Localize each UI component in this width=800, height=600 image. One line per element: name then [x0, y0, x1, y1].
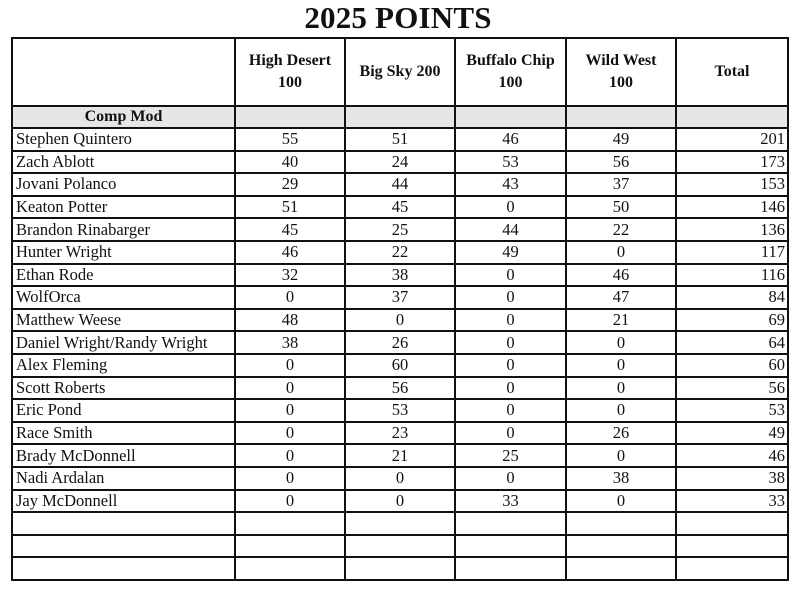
buffalo-chip-points-cell: 53 [455, 151, 566, 174]
header-high-desert [235, 38, 345, 106]
wild-west-points-cell: 21 [566, 309, 676, 332]
driver-name-cell: Scott Roberts [12, 377, 235, 400]
buffalo-chip-points-cell: 0 [455, 377, 566, 400]
total-points-cell: 173 [676, 151, 788, 174]
high-desert-points-cell: 32 [235, 264, 345, 287]
buffalo-chip-points-cell: 0 [455, 286, 566, 309]
wild-west-points-cell: 38 [566, 467, 676, 490]
group-cell [566, 106, 676, 128]
driver-name-cell: Zach Ablott [12, 151, 235, 174]
empty-cell [345, 557, 455, 580]
buffalo-chip-points-cell: 0 [455, 331, 566, 354]
buffalo-chip-points-cell: 46 [455, 128, 566, 151]
table-row [12, 309, 788, 332]
high-desert-points-cell: 51 [235, 196, 345, 219]
empty-cell [235, 535, 345, 558]
header-high-desert-points: 100 [278, 74, 302, 91]
high-desert-points-cell: 0 [235, 286, 345, 309]
driver-name-cell: Jay McDonnell [12, 490, 235, 513]
empty-cell [676, 535, 788, 558]
driver-name-cell: WolfOrca [12, 286, 235, 309]
wild-west-points-cell: 50 [566, 196, 676, 219]
high-desert-points-cell: 40 [235, 151, 345, 174]
empty-cell [566, 557, 676, 580]
header-big-sky [345, 38, 455, 106]
driver-name-cell: Hunter Wright [12, 241, 235, 264]
high-desert-points-cell: 0 [235, 422, 345, 445]
table-row [12, 173, 788, 196]
header-total: Total [676, 38, 788, 106]
wild-west-points-cell: 47 [566, 286, 676, 309]
buffalo-chip-points-cell: 0 [455, 264, 566, 287]
big-sky-points-cell: 60 [345, 354, 455, 377]
group-cell [235, 106, 345, 128]
header-row [12, 38, 788, 106]
empty-cell [345, 512, 455, 535]
driver-name-cell: Jovani Polanco [12, 173, 235, 196]
table-row [12, 490, 788, 513]
big-sky-points-cell: 24 [345, 151, 455, 174]
driver-name-cell: Nadi Ardalan [12, 467, 235, 490]
big-sky-points-cell: 56 [345, 377, 455, 400]
high-desert-points-cell: 46 [235, 241, 345, 264]
total-points-cell: 136 [676, 218, 788, 241]
total-points-cell: 69 [676, 309, 788, 332]
total-points-cell: 84 [676, 286, 788, 309]
driver-name-cell: Alex Fleming [12, 354, 235, 377]
big-sky-points-cell: 0 [345, 309, 455, 332]
high-desert-points-cell: 48 [235, 309, 345, 332]
driver-name-cell: Eric Pond [12, 399, 235, 422]
total-points-cell: 64 [676, 331, 788, 354]
high-desert-points-cell: 0 [235, 354, 345, 377]
group-cell [676, 106, 788, 128]
buffalo-chip-points-cell: 0 [455, 467, 566, 490]
header-high-desert-label: High Desert [248, 52, 332, 69]
high-desert-points-cell: 38 [235, 331, 345, 354]
wild-west-points-cell: 0 [566, 354, 676, 377]
buffalo-chip-points-cell: 25 [455, 444, 566, 467]
driver-name-cell: Brandon Rinabarger [12, 218, 235, 241]
header-wild-west-label: Wild West [585, 52, 657, 69]
empty-cell [455, 557, 566, 580]
total-points-cell: 117 [676, 241, 788, 264]
table-row [12, 218, 788, 241]
wild-west-points-cell: 0 [566, 490, 676, 513]
total-points-cell: 146 [676, 196, 788, 219]
buffalo-chip-points-cell: 0 [455, 354, 566, 377]
high-desert-points-cell: 0 [235, 490, 345, 513]
table-row [12, 196, 788, 219]
wild-west-points-cell: 0 [566, 377, 676, 400]
table-row [12, 377, 788, 400]
wild-west-points-cell: 0 [566, 331, 676, 354]
total-points-cell: 33 [676, 490, 788, 513]
empty-cell [566, 535, 676, 558]
empty-cell [566, 512, 676, 535]
table-row [12, 354, 788, 377]
driver-name-cell: Matthew Weese [12, 309, 235, 332]
driver-name-cell: Race Smith [12, 422, 235, 445]
header-wild-west-points: 100 [609, 74, 633, 91]
wild-west-points-cell: 0 [566, 399, 676, 422]
total-points-cell: 53 [676, 399, 788, 422]
big-sky-points-cell: 44 [345, 173, 455, 196]
total-points-cell: 60 [676, 354, 788, 377]
total-points-cell: 153 [676, 173, 788, 196]
empty-cell [455, 512, 566, 535]
table-row [12, 128, 788, 151]
group-label: Comp Mod [12, 106, 235, 128]
buffalo-chip-points-cell: 33 [455, 490, 566, 513]
big-sky-points-cell: 26 [345, 331, 455, 354]
group-cell [345, 106, 455, 128]
table-row [12, 241, 788, 264]
table-row [12, 331, 788, 354]
high-desert-points-cell: 45 [235, 218, 345, 241]
header-buffalo-chip-label: Buffalo Chip [466, 52, 555, 69]
total-points-cell: 49 [676, 422, 788, 445]
wild-west-points-cell: 26 [566, 422, 676, 445]
total-points-cell: 56 [676, 377, 788, 400]
wild-west-points-cell: 49 [566, 128, 676, 151]
big-sky-points-cell: 23 [345, 422, 455, 445]
wild-west-points-cell: 0 [566, 444, 676, 467]
driver-name-cell: Daniel Wright/Randy Wright [12, 331, 235, 354]
empty-cell [676, 557, 788, 580]
empty-cell [676, 512, 788, 535]
table-row [12, 467, 788, 490]
buffalo-chip-points-cell: 44 [455, 218, 566, 241]
big-sky-points-cell: 0 [345, 490, 455, 513]
big-sky-points-cell: 51 [345, 128, 455, 151]
big-sky-points-cell: 25 [345, 218, 455, 241]
header-buffalo-chip [455, 38, 566, 106]
total-points-cell: 116 [676, 264, 788, 287]
wild-west-points-cell: 0 [566, 241, 676, 264]
empty-cell [12, 535, 235, 558]
buffalo-chip-points-cell: 0 [455, 196, 566, 219]
table-row [12, 151, 788, 174]
empty-cell [235, 512, 345, 535]
big-sky-points-cell: 21 [345, 444, 455, 467]
wild-west-points-cell: 56 [566, 151, 676, 174]
big-sky-points-cell: 45 [345, 196, 455, 219]
big-sky-points-cell: 37 [345, 286, 455, 309]
wild-west-points-cell: 22 [566, 218, 676, 241]
buffalo-chip-points-cell: 0 [455, 309, 566, 332]
high-desert-points-cell: 0 [235, 377, 345, 400]
page-title: 2025 POINTS [304, 0, 492, 35]
empty-cell [12, 512, 235, 535]
points-table [11, 37, 789, 581]
buffalo-chip-points-cell: 0 [455, 399, 566, 422]
total-points-cell: 201 [676, 128, 788, 151]
high-desert-points-cell: 0 [235, 444, 345, 467]
group-cell [455, 106, 566, 128]
big-sky-points-cell: 53 [345, 399, 455, 422]
table-row [12, 399, 788, 422]
big-sky-points-cell: 22 [345, 241, 455, 264]
wild-west-points-cell: 37 [566, 173, 676, 196]
empty-row [12, 557, 788, 580]
driver-name-cell: Ethan Rode [12, 264, 235, 287]
driver-name-cell: Stephen Quintero [12, 128, 235, 151]
empty-row [12, 512, 788, 535]
table-row [12, 422, 788, 445]
high-desert-points-cell: 29 [235, 173, 345, 196]
driver-name-cell: Keaton Potter [12, 196, 235, 219]
empty-row [12, 535, 788, 558]
empty-cell [345, 535, 455, 558]
wild-west-points-cell: 46 [566, 264, 676, 287]
total-points-cell: 38 [676, 467, 788, 490]
total-points-cell: 46 [676, 444, 788, 467]
table-row [12, 264, 788, 287]
high-desert-points-cell: 0 [235, 467, 345, 490]
empty-cell [235, 557, 345, 580]
buffalo-chip-points-cell: 49 [455, 241, 566, 264]
big-sky-points-cell: 0 [345, 467, 455, 490]
header-name-column [12, 38, 235, 106]
header-wild-west [566, 38, 676, 106]
high-desert-points-cell: 55 [235, 128, 345, 151]
driver-name-cell: Brady McDonnell [12, 444, 235, 467]
buffalo-chip-points-cell: 43 [455, 173, 566, 196]
table-row [12, 444, 788, 467]
high-desert-points-cell: 0 [235, 399, 345, 422]
header-big-sky-label: Big Sky 200 [359, 63, 441, 80]
big-sky-points-cell: 38 [345, 264, 455, 287]
header-buffalo-chip-points: 100 [498, 74, 523, 91]
table-row [12, 286, 788, 309]
empty-cell [455, 535, 566, 558]
buffalo-chip-points-cell: 0 [455, 422, 566, 445]
group-row-comp-mod [12, 106, 788, 128]
empty-cell [12, 557, 235, 580]
